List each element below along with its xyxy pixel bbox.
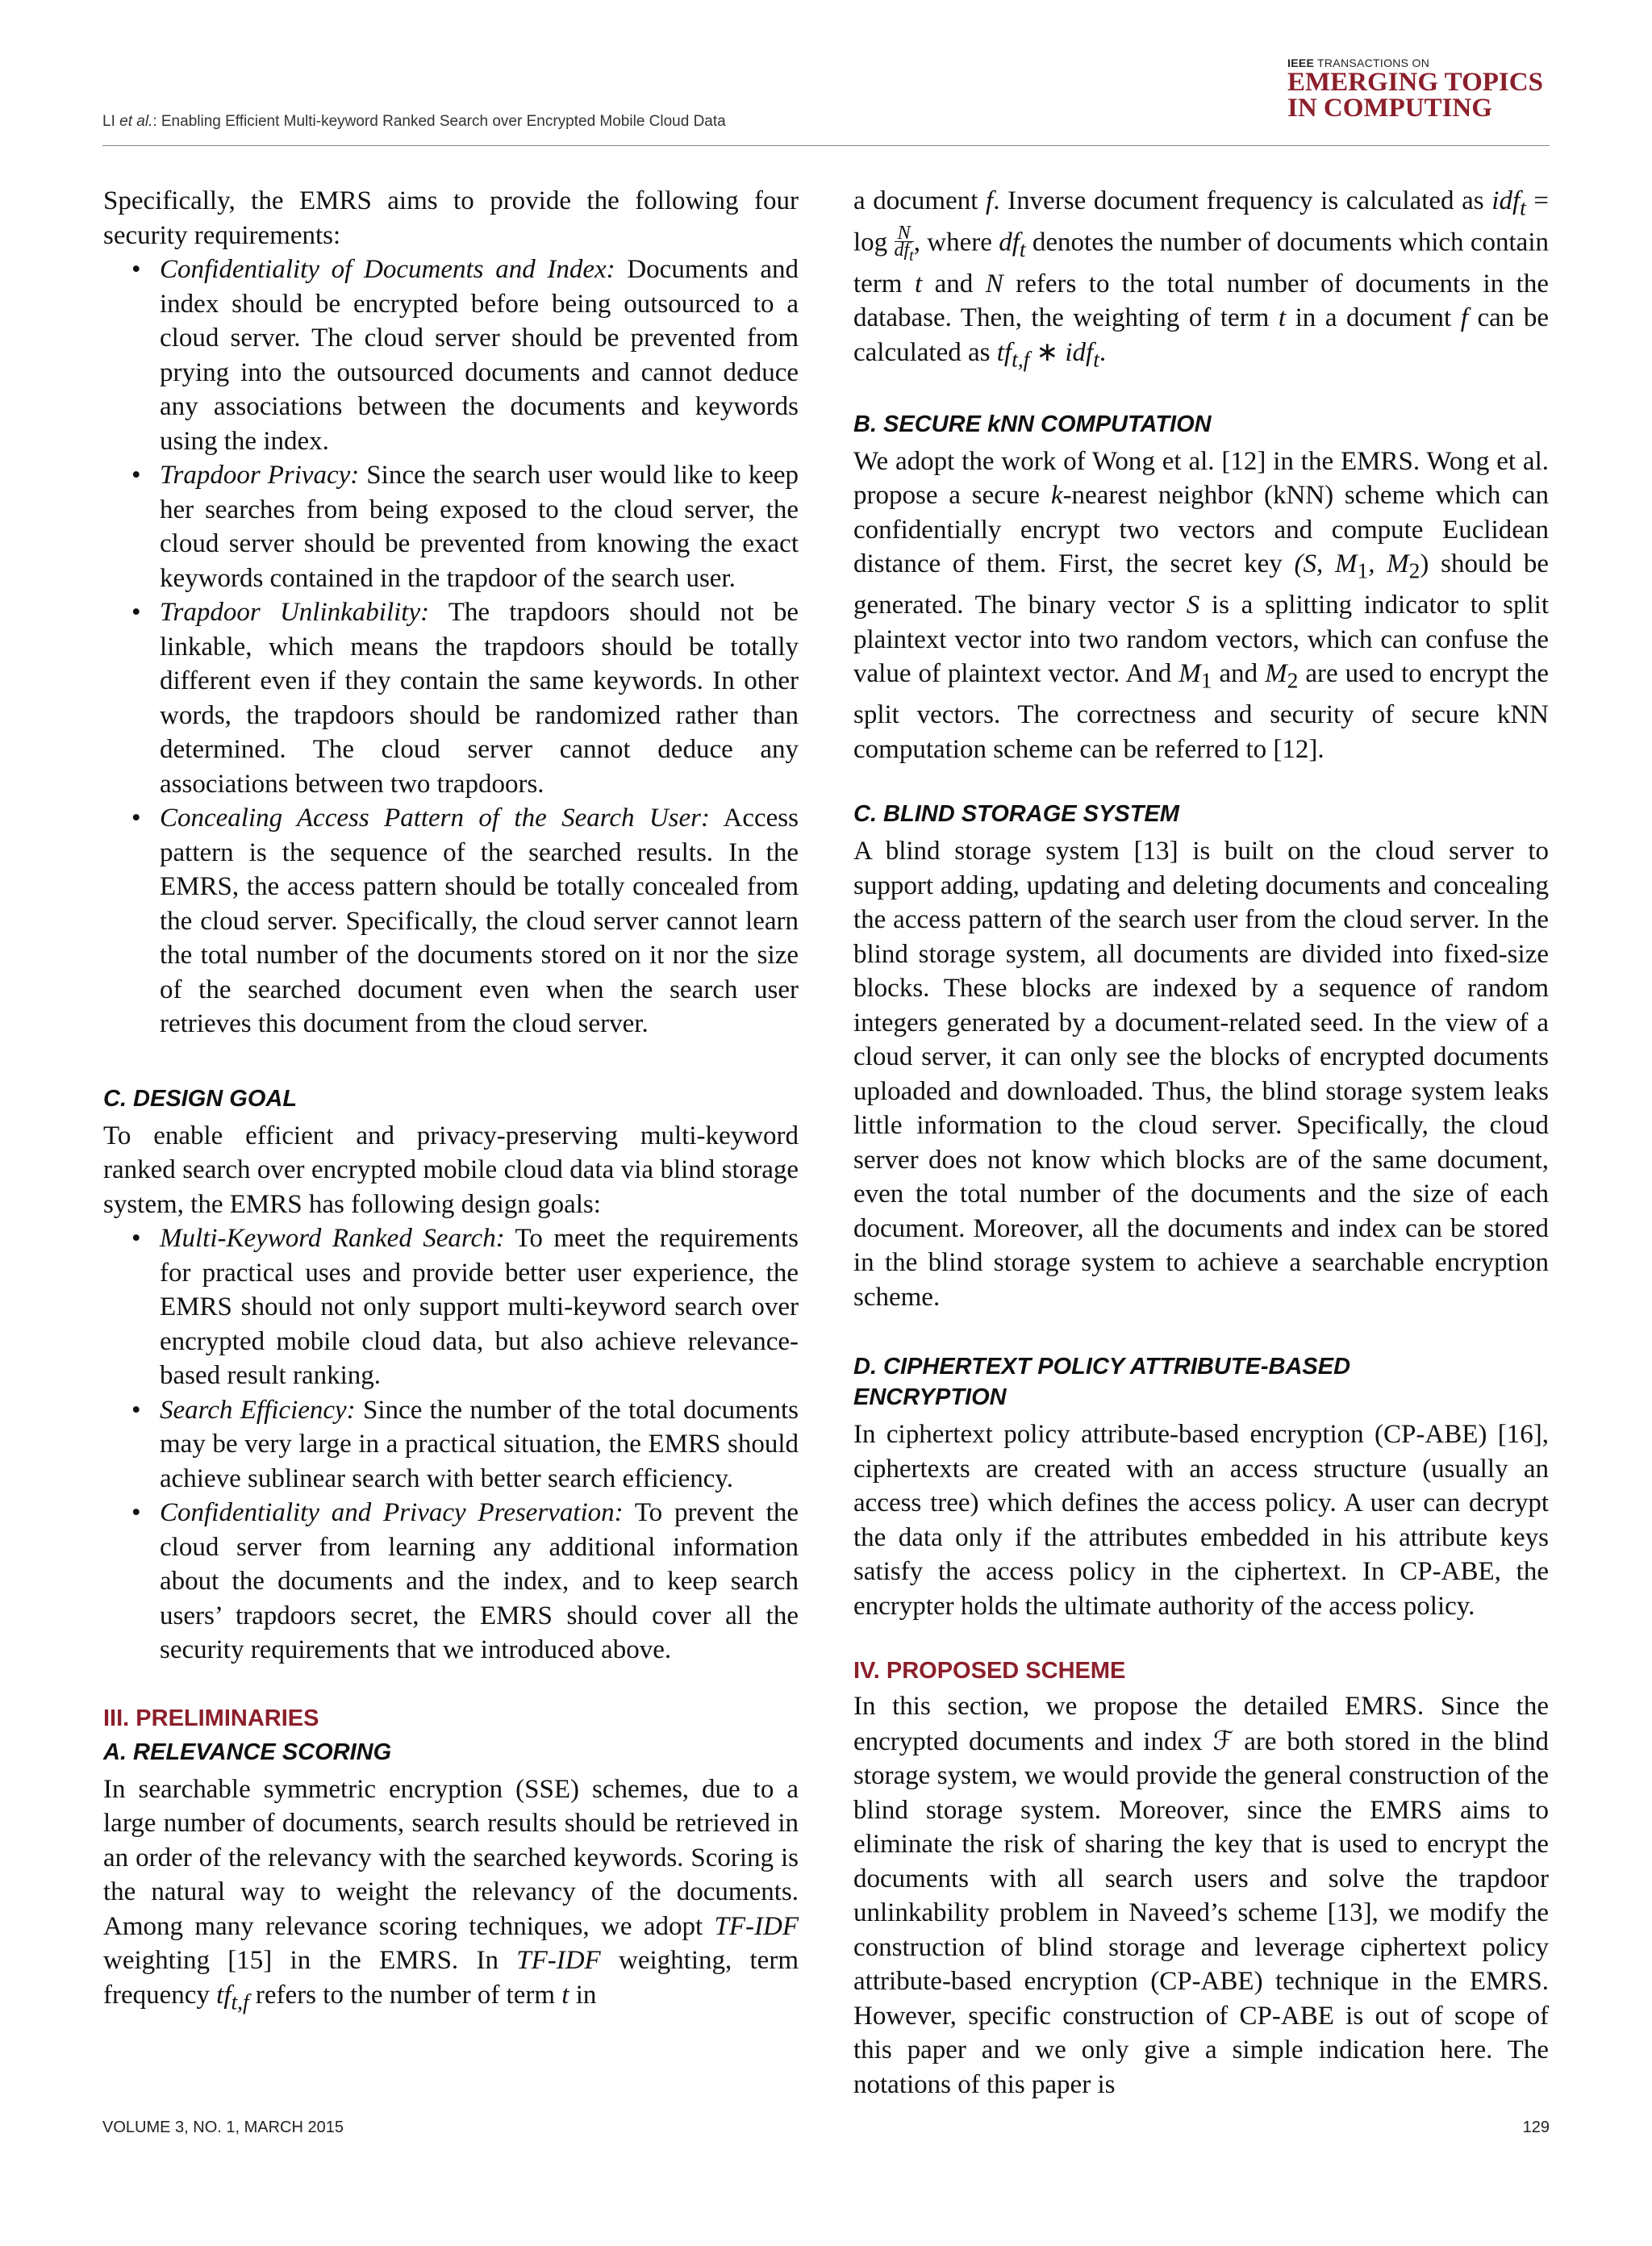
left-column xyxy=(103,184,799,2019)
running-title xyxy=(102,113,726,131)
list-item-term: Search Efficiency: xyxy=(160,1395,356,1425)
list-item-text: To prevent the cloud server from learning any additional information about the documents and the index, and to keep search users’ trapdoors secret, the EMRS should cover all the security requirements that we introduced above. xyxy=(160,1498,799,1664)
secure-knn-paragraph: We adopt the work of Wong et al. [12] in the EMRS. Wong et al. propose a secure k-nearest neighbor (kNN) scheme which can confidentially encrypt two vectors and compute Euclidean distance of them. First, the secret key (S, $M_1$, $M_2$) should be generated. The binary vector S is a splitting indicator to split plaintext vector into two random vectors, which can confuse the value of plaintext vector. And $M_1$ and $M_2$ are used to encrypt the split vectors. The correctness and security of secure kNN computation scheme can be referred to [12]. xyxy=(853,446,1549,764)
list-item-text: The trapdoors should not be linkable, which means the trapdoors should be totally different even if they contain the same keywords. In other words, the trapdoors should be randomized rather than determined. The cloud server cannot deduce any associations between two trapdoors. xyxy=(160,598,799,799)
author-name: LI xyxy=(102,113,120,130)
cpabe-heading: D. CIPHERTEXT POLICY ATTRIBUTE-BASED ENCRYPTION xyxy=(853,1354,1351,1411)
relevance-scoring-paragraph: In searchable symmetric encryption (SSE) schemes, due to a large number of documents, search results should be retrieved in an order of the relevancy with the searched keywords. Scoring is the natural way to weight the relevancy of the documents. Among many relevance scoring techniques, we adopt TF-IDF weighting [15] in the EMRS. In TF-IDF weighting, term frequency $tf_{t,f}$ refers to the number of term t in xyxy=(103,1774,799,2014)
header-rule xyxy=(102,145,1550,146)
journal-name-line2: IN COMPUTING xyxy=(1287,94,1492,123)
design-goals-list xyxy=(103,1221,799,1668)
blind-storage-paragraph: A blind storage system [13] is built on the cloud server to support adding, updating and deleting documents and concealing the access pattern of the search user from the cloud server. In the blind storage system, all documents are divided into fixed-size blocks. These blocks are indexed by a sequence of random integers generated by a document-related seed. In the view of a cloud server, it can only see the blocks of encrypted documents uploaded and downloaded. Thus, the blind storage system leaks little information to the cloud server. Specifically, the cloud server does not know which blocks are of the same document, even the total number of the documents and the size of each document. Moreover, all the documents and index can be stored in the blind storage system to achieve a searchable encryption scheme. xyxy=(853,837,1549,1312)
proposed-scheme-heading: IV. PROPOSED SCHEME xyxy=(853,1658,1126,1684)
design-goal-heading: C. DESIGN GOAL xyxy=(103,1085,298,1112)
list-item-text: Access pattern is the sequence of the searched results. In the EMRS, the access pattern should be totally concealed from the cloud server. Specifically, the cloud server cannot learn the total number of the documents stored on it nor the size of the searched document even when the search user retrieves this document from the cloud server. xyxy=(160,804,799,1038)
list-item xyxy=(103,1393,799,1497)
proposed-scheme-paragraph: In this section, we propose the detailed EMRS. Since the encrypted documents and index ℱ are both stored in the blind storage system, we would provide the general construction of the blind storage system. Moreover, since the EMRS aims to eliminate the risk of sharing the key that is used to encrypt the documents with all search users and solve the trapdoor unlinkability problem in Naveed’s scheme [13], we modify the construction of blind storage and leverage ciphertext policy attribute-based encryption (CP-ABE) technique in the EMRS. However, specific construction of CP-ABE is out of scope of this paper and we only give a simple indication here. The notations of this paper is xyxy=(853,1692,1549,2099)
footer-volume: VOLUME 3, NO. 1, MARCH 2015 xyxy=(102,2119,344,2136)
journal-name-line1: EMERGING TOPICS xyxy=(1287,68,1543,97)
list-item-term: Trapdoor Privacy: xyxy=(160,461,360,490)
blind-storage-heading: C. BLIND STORAGE SYSTEM xyxy=(853,801,1179,828)
list-item-term: Concealing Access Pattern of the Search User: xyxy=(160,804,710,833)
list-item-term: Confidentiality of Documents and Index: xyxy=(160,255,615,284)
list-item-text: Documents and index should be encrypted before being outsourced to a cloud server. The cloud server should be prevented from prying into the outsourced documents and cannot deduce any associations between the documents and keywords using the index. xyxy=(160,255,799,456)
page-header xyxy=(102,48,1550,145)
list-item-term: Multi-Keyword Ranked Search: xyxy=(160,1224,505,1253)
list-item-term: Trapdoor Unlinkability: xyxy=(160,598,430,627)
list-item xyxy=(103,801,799,1042)
list-item xyxy=(103,1496,799,1668)
journal-transactions: TRANSACTIONS ON xyxy=(1314,56,1430,69)
right-column xyxy=(853,184,1549,2102)
design-goal-intro: To enable efficient and privacy-preserving multi-keyword ranked search over encrypted mobile cloud data via blind storage system, the EMRS has following design goals: xyxy=(103,1121,799,1219)
relevance-scoring-heading: A. RELEVANCE SCORING xyxy=(103,1739,392,1765)
journal-ieee: IEEE xyxy=(1287,56,1315,69)
paper-title: : Enabling Efficient Multi-keyword Ranked Search over Encrypted Mobile Cloud Data xyxy=(152,113,726,130)
list-item xyxy=(103,253,799,458)
list-item xyxy=(103,595,799,801)
preliminaries-heading: III. PRELIMINARIES xyxy=(103,1705,319,1731)
list-item-term: Confidentiality and Privacy Preservation: xyxy=(160,1498,624,1527)
security-intro: Specifically, the EMRS aims to provide the following four security requirements: xyxy=(103,186,799,250)
secure-knn-heading: B. SECURE kNN COMPUTATION xyxy=(853,411,1212,437)
security-requirements-list xyxy=(103,253,799,1042)
cpabe-paragraph: In ciphertext policy attribute-based encryption (CP-ABE) [16], ciphertexts are created with an access structure (usually an access tree) which defines the access policy. A user can decrypt the data only if the attributes embedded in his attribute keys satisfy the access policy in the ciphertext. In CP-ABE, the encrypter holds the ultimate authority of the access policy. xyxy=(853,1420,1549,1621)
page-number: 129 xyxy=(1522,2119,1550,2136)
list-item xyxy=(103,1221,799,1393)
list-item xyxy=(103,458,799,595)
author-etal: et al. xyxy=(119,113,153,130)
tfidf-continuation: a document f. Inverse document frequency is calculated as idf$_t$ = log N $df_t$ , where $df_t$ denotes the number of documents which contain term t and N refers to the total number of documents in the database. Then, the weighting of term t in a document f can be calculated as $tf_{t,f}$ ∗ idf$_t$. xyxy=(853,186,1550,372)
list-item-text: Since the number of the total documents may be very large in a practical situation, the EMRS should achieve sublinear search with better search efficiency. xyxy=(160,1395,799,1493)
list-item-text: To meet the requirements for practical uses and provide better user experience, the EMRS should not only support multi-keyword search over encrypted mobile cloud data, but also achieve relevance-based result ranking. xyxy=(160,1224,799,1390)
list-item-text: Since the search user would like to keep her searches from being exposed to the cloud server, the cloud server should be prevented from knowing the exact keywords contained in the trapdoor of the search user. xyxy=(160,461,799,593)
journal-logo xyxy=(1287,56,1550,121)
